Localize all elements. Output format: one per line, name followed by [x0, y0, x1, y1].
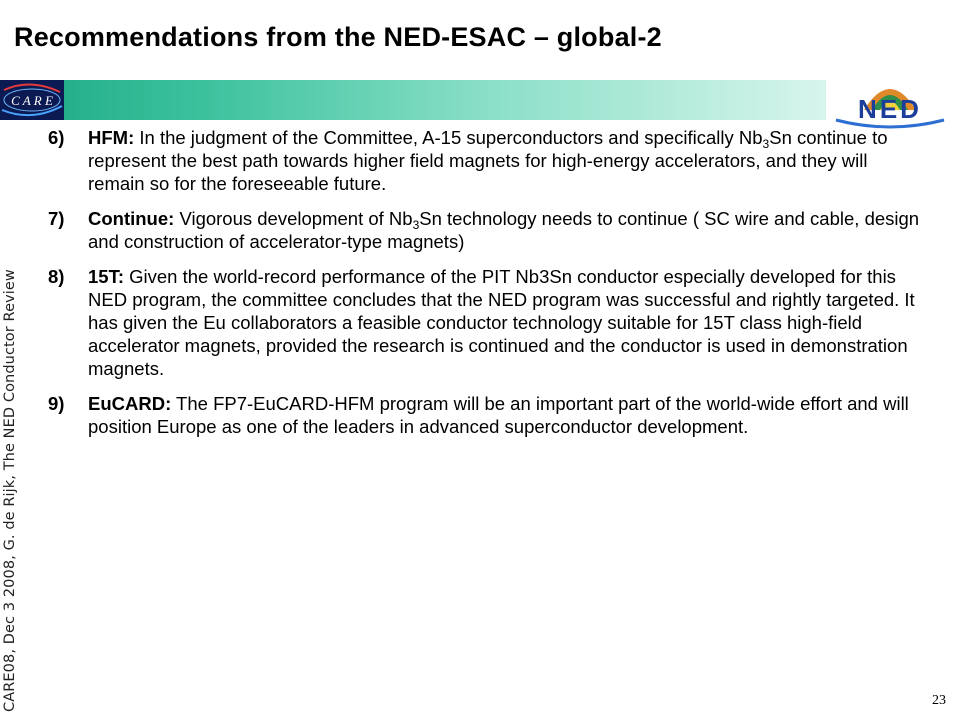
item-text: In the judgment of the Committee, A-15 superconductors and specifically Nb: [134, 127, 763, 148]
item-text: Vigorous development of Nb: [174, 208, 413, 229]
page-title: Recommendations from the NED-ESAC – global-2: [14, 22, 662, 52]
header-banner: [0, 80, 826, 120]
care-logo: [0, 80, 64, 120]
item-text: Given the world-record performance of the PIT Nb3Sn conductor especially developed for this NED program, the committee concludes that the NED program was successful and rightly targeted. It has given the Eu collaborators a feasible conductor technology suitable for 15T class high-field accelerator magnets, provided the research is continued and the conductor is used in demonstration magnets.: [88, 266, 915, 379]
item-text: Sn continue to represent the best path towards higher field magnets for high-energy accelerators, and they will remain so for the foreseeable future.: [88, 127, 888, 194]
subscript: 3: [762, 137, 770, 151]
recommendations-list: [48, 126, 928, 450]
item-lead: HFM:: [88, 127, 135, 148]
item-body: [88, 265, 928, 380]
item-text: Sn technology needs to continue ( SC wire and cable, design and construction of accelerator-type magnets): [88, 208, 920, 252]
list-item: [48, 265, 928, 380]
item-lead: EuCARD:: [88, 393, 172, 414]
item-number: 9): [48, 393, 65, 414]
page-number: 23: [932, 693, 946, 708]
side-note: CARE08, Dec 3 2008, G. de Rijk, The NED Conductor Review: [2, 269, 18, 712]
list-item: [48, 207, 928, 253]
item-text: The FP7-EuCARD-HFM program will be an important part of the world-wide effort and will position Europe as one of the leaders in advanced superconductor development.: [88, 393, 909, 437]
item-body: [88, 392, 928, 438]
ned-logo: [830, 74, 950, 132]
item-number: 8): [48, 266, 65, 287]
ned-logo-text: NED: [858, 94, 922, 124]
care-logo-text: C A R E: [11, 93, 53, 108]
item-body: [88, 207, 928, 253]
item-body: [88, 126, 928, 195]
list-item: [48, 126, 928, 195]
list-item: [48, 392, 928, 438]
item-lead: 15T:: [88, 266, 124, 287]
subscript: 3: [412, 218, 420, 232]
item-number: 6): [48, 127, 65, 148]
item-lead: Continue:: [88, 208, 175, 229]
item-number: 7): [48, 208, 65, 229]
